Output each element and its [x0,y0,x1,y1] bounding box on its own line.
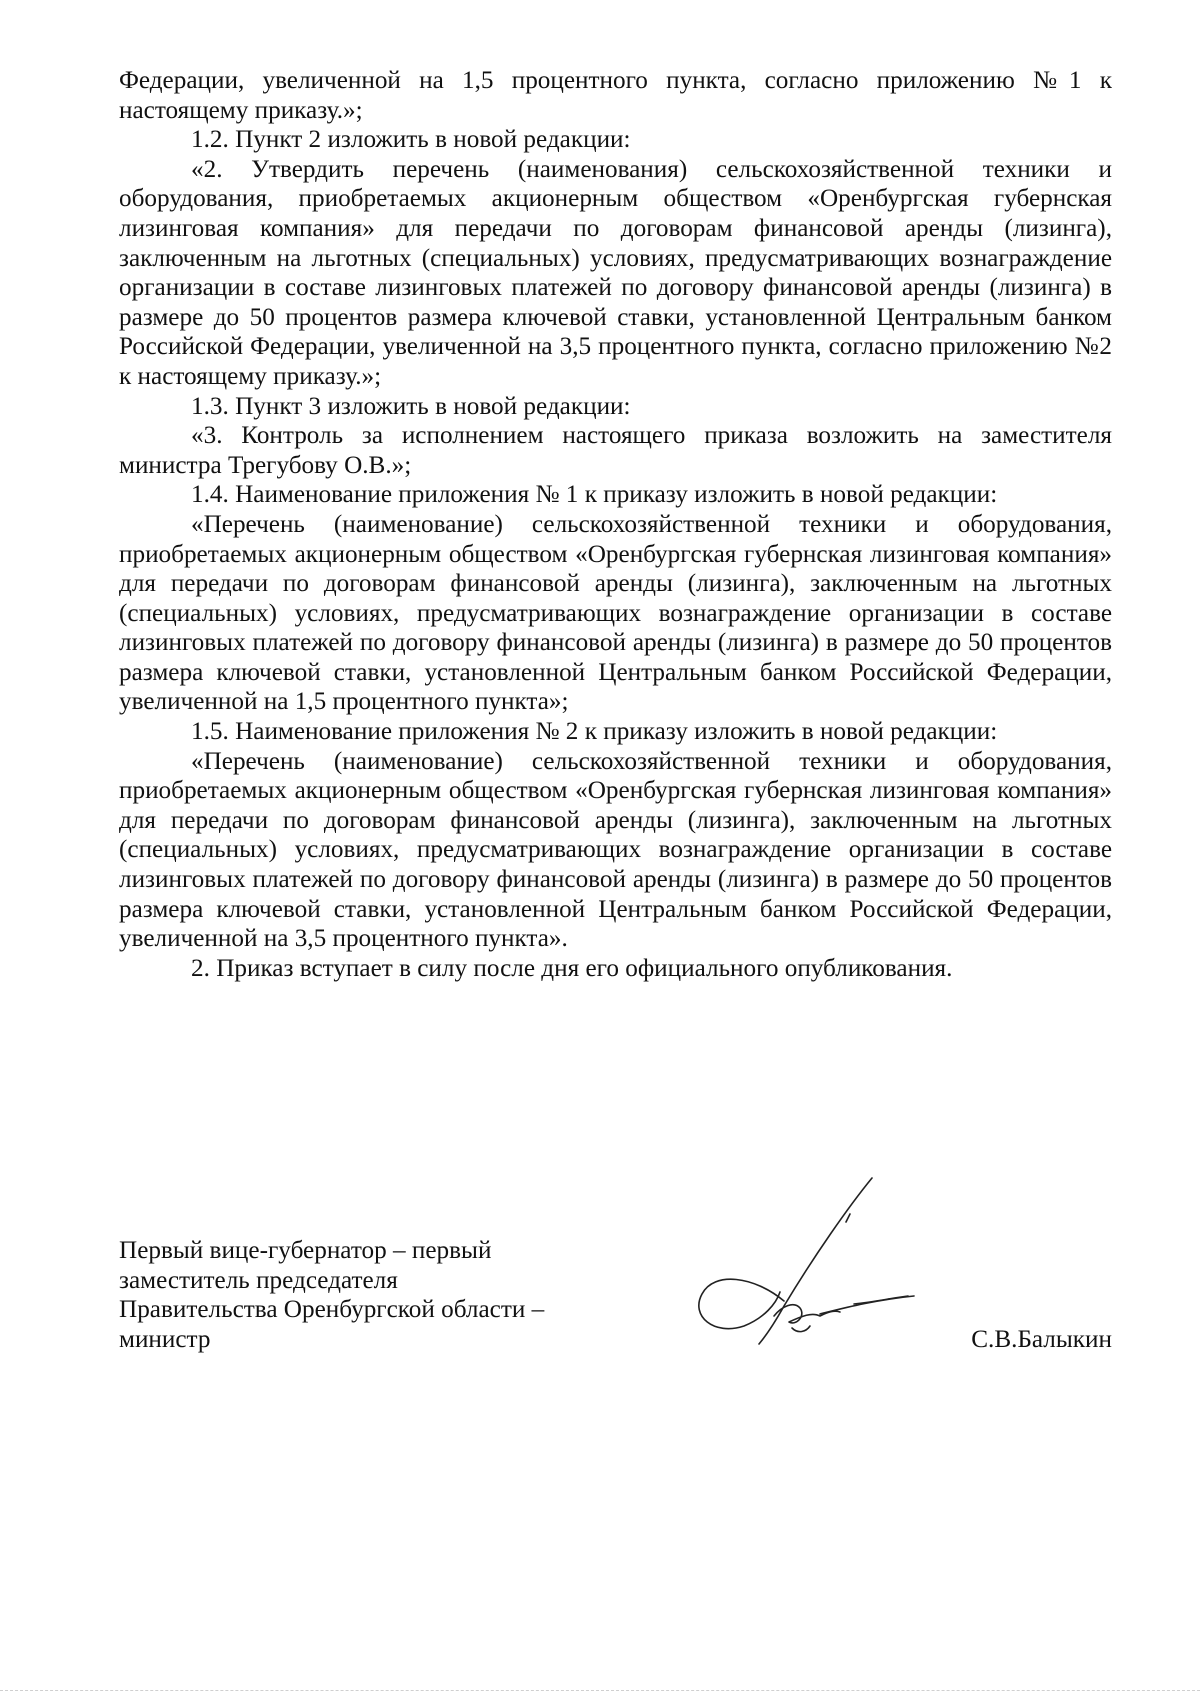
paragraph-item-1-4: 1.4. Наименование приложения № 1 к приказу изложить в новой редакции: [191,481,998,509]
handwritten-signature-icon [624,1166,924,1366]
paragraph-continuation: Федерации, увеличенной на 1,5 процентного пункта, согласно приложению №1 к настоящему приказу.»; [119,67,1112,124]
signatory-title-line: заместитель председателя [119,1266,398,1294]
paragraph-item-1-2: 1.2. Пункт 2 изложить в новой редакции: [191,126,631,154]
signatory-title-line: Правительства Оренбургской области – [119,1296,545,1324]
signatory-title [119,1236,639,1354]
signatory-title-line: Первый вице-губернатор – первый [119,1237,492,1264]
paragraph-item-1-5: 1.5. Наименование приложения № 2 к приказу изложить в новой редакции: [191,718,998,746]
paragraph-item-2-effective: 2. Приказ вступает в силу после дня его официального опубликования. [191,954,953,982]
signature-block [119,1236,1112,1376]
paragraph-item-1-3: 1.3. Пункт 3 изложить в новой редакции: [191,392,631,420]
document-body [119,66,1112,983]
paragraph-item-2-new: «2. Утвердить перечень (наименования) сельскохозяйственной техники и оборудования, приобретаемых акционерным обществом «Оренбургская губернская лизинговая компания» для передачи по договорам финансовой аренды (лизинга), заключенным на льготных (специальных) условиях, предусматривающих вознаграждение организации в составе лизинговых платежей по договору финансовой аренды (лизинга) в размере до 50 процентов размера ключевой ставки, установленной Центральным банком Российской Федерации, увеличенной на 3,5 процентного пункта, согласно приложению №2 к настоящему приказу.»; [119,155,1112,390]
paragraph-appendix-2-title: «Перечень (наименование) сельскохозяйственной техники и оборудования, приобретаемых акционерным обществом «Оренбургская губернская лизинговая компания» для передачи по договорам финансовой аренды (лизинга), заключенным на льготных (специальных) условиях, предусматривающих вознаграждение организации в составе лизинговых платежей по договору финансовой аренды (лизинга) в размере до 50 процентов размера ключевой ставки, установленной Центральным банком Российской Федерации, увеличенной на 3,5 процентного пункта». [119,747,1112,953]
paragraph-appendix-1-title: «Перечень (наименование) сельскохозяйственной техники и оборудования, приобретаемых акционерным обществом «Оренбургская губернская лизинговая компания» для передачи по договорам финансовой аренды (лизинга), заключенным на льготных (специальных) условиях, предусматривающих вознаграждение организации в составе лизинговых платежей по договору финансовой аренды (лизинга) в размере до 50 процентов размера ключевой ставки, установленной Центральным банком Российской Федерации, увеличенной на 1,5 процентного пункта»; [119,510,1112,716]
signatory-name: С.В.Балыкин [971,1325,1112,1353]
paragraph-item-3-new: «3. Контроль за исполнением настоящего приказа возложить на заместителя министра Трегубову О.В.»; [119,422,1112,479]
signatory-title-line: министр [119,1325,211,1353]
scan-bottom-edge [0,1690,1200,1691]
